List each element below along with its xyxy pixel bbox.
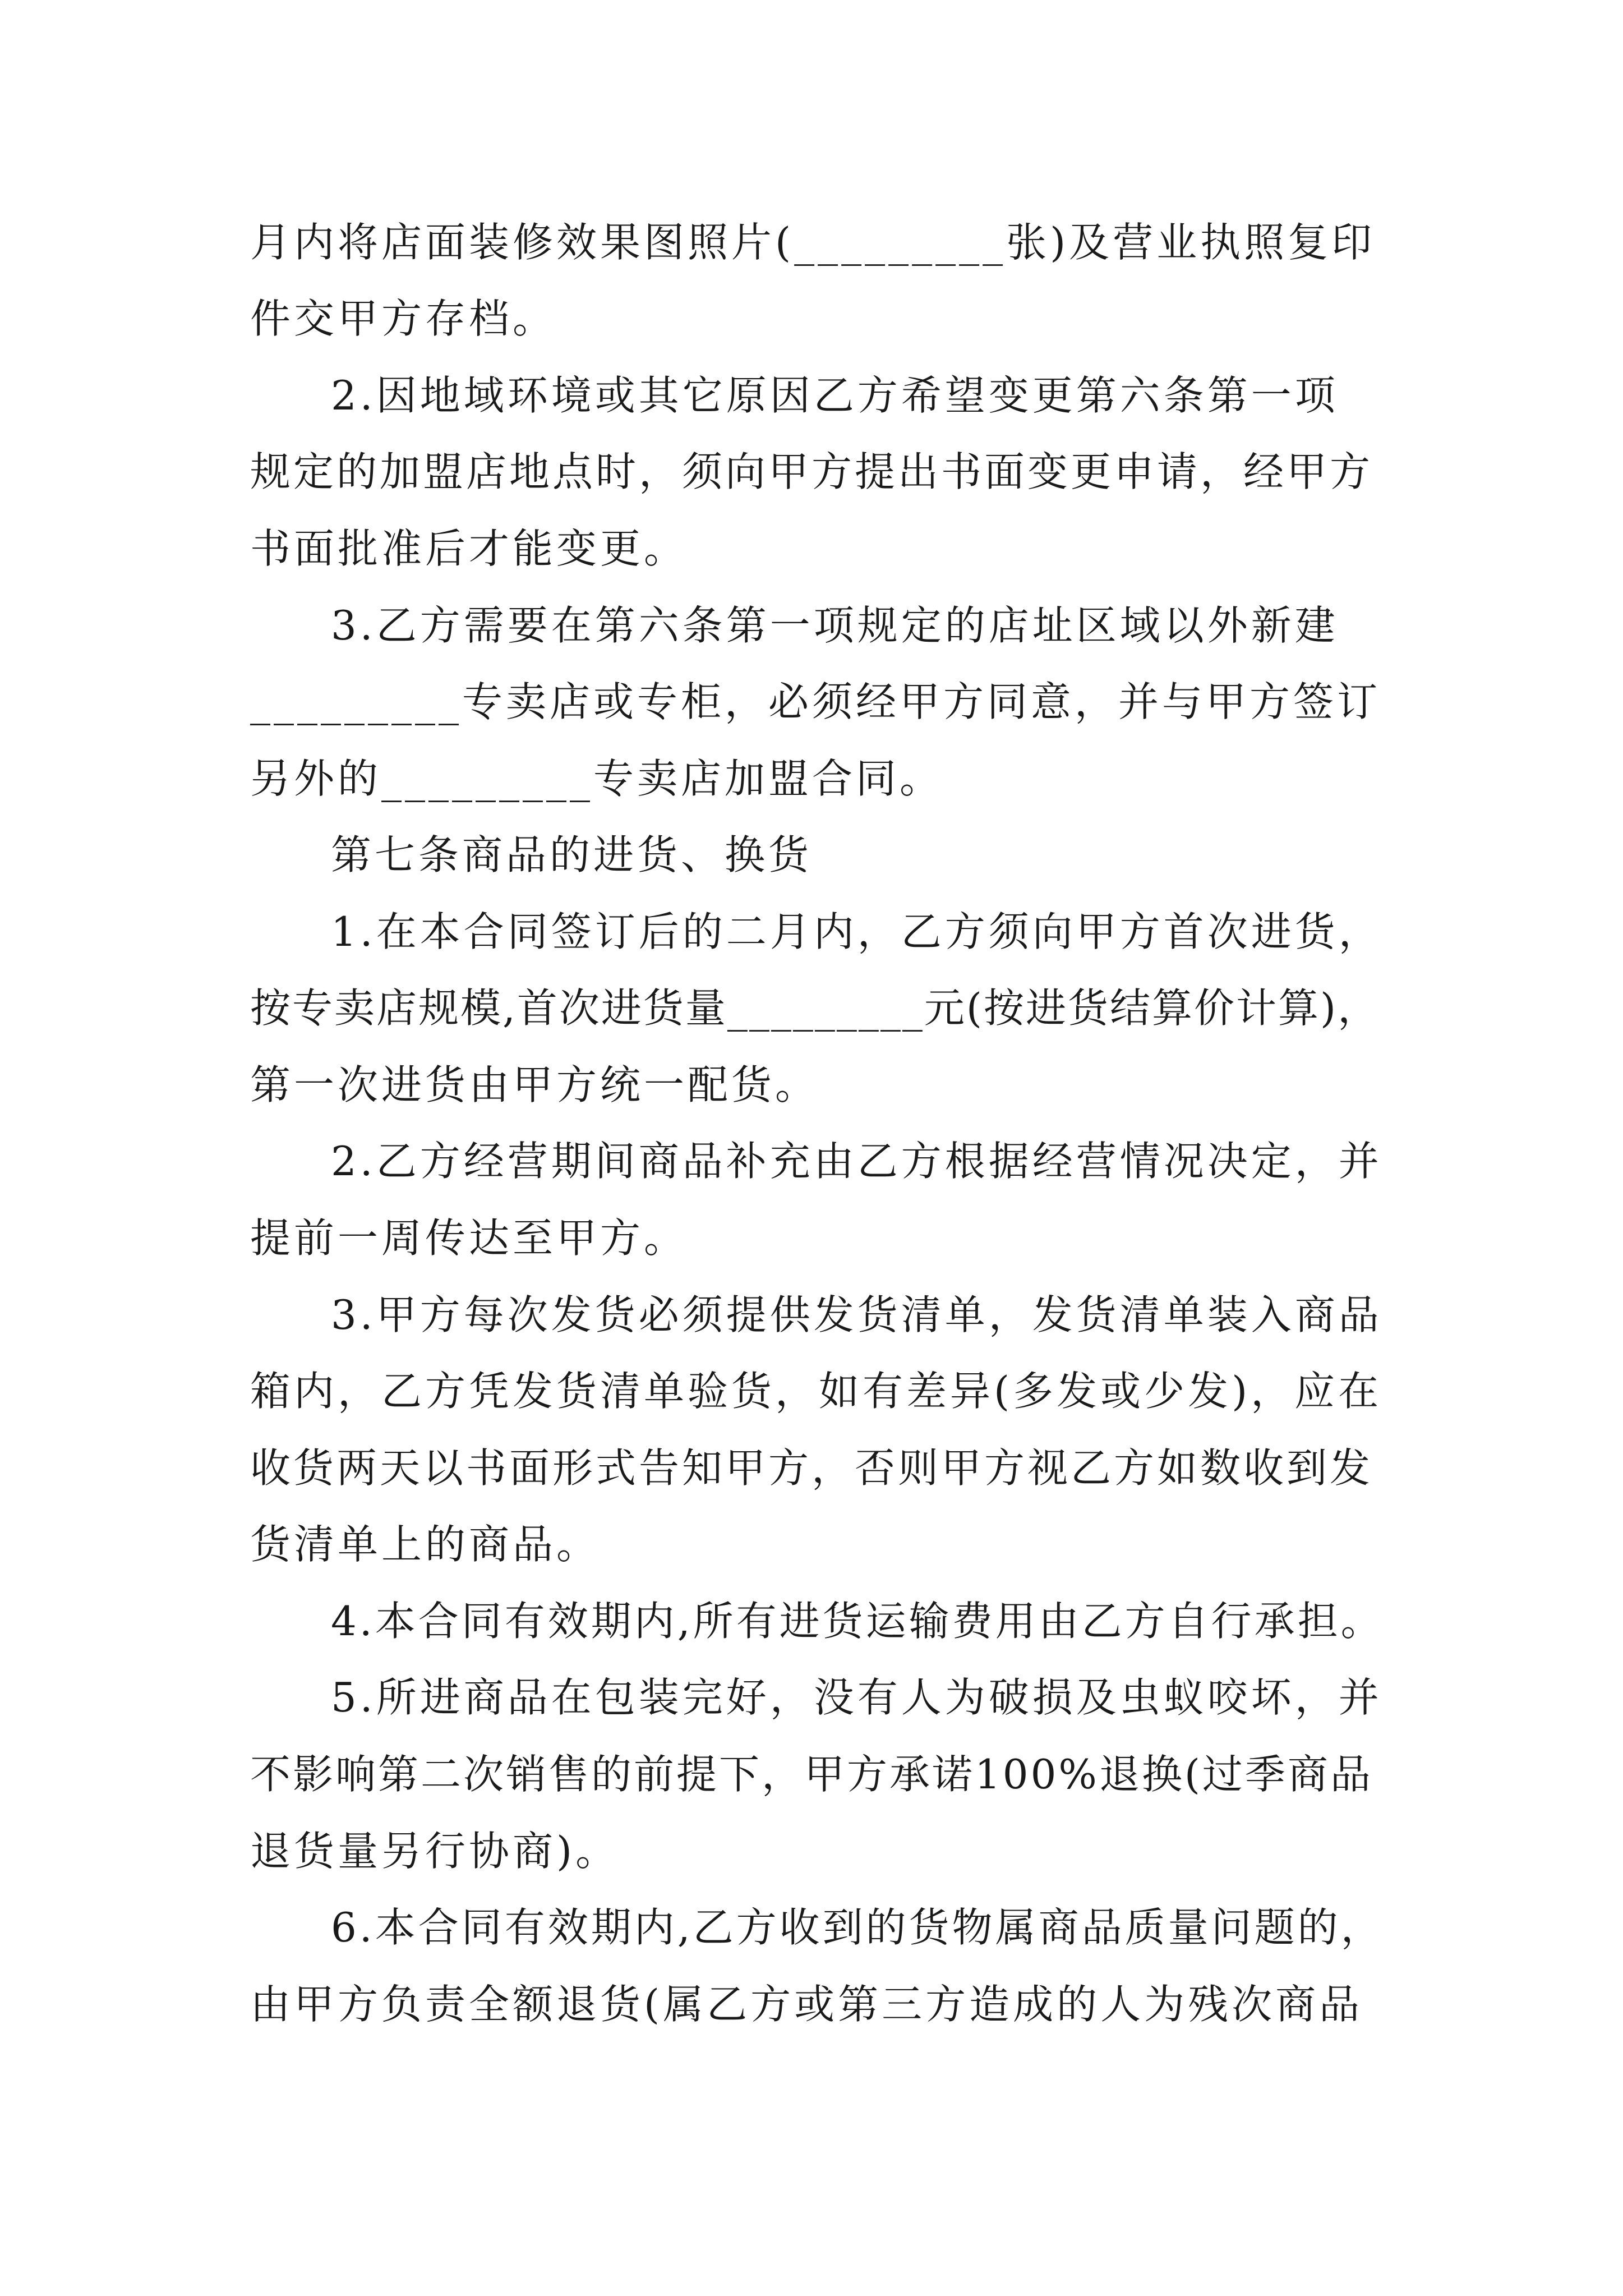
text-line: 件交甲方存档。 (250, 295, 557, 342)
text-line: 按专卖店规模,首次进货量_________元(按进货结算价计算)， (250, 984, 1380, 1032)
text-line: 规定的加盟店地点时，须向甲方提出书面变更申请，经甲方 (250, 448, 1373, 495)
paragraph-start-line: 4.本合同有效期内,所有进货运输费用由乙方自行承担。 (331, 1598, 1384, 1645)
paragraph-start-line: 3.甲方每次发货必须提供发货清单，发货清单装入商品 (331, 1291, 1382, 1338)
text-line: 提前一周传达至甲方。 (250, 1214, 688, 1262)
text-line: 箱内，乙方凭发货清单验货，如有差异(多发或少发)，应在 (250, 1368, 1382, 1415)
paragraph-start-line: 6.本合同有效期内,乙方收到的货物属商品质量问题的， (331, 1904, 1384, 1951)
text-line: 书面批准后才能变更。 (250, 525, 688, 572)
section-heading: 第七条商品的进货、换货 (331, 831, 813, 878)
paragraph-start-line: 1.在本合同签订后的二月内，乙方须向甲方首次进货， (331, 908, 1382, 955)
paragraph-start-line: 5.所进商品在包装完好，没有人为破损及虫蚁咬坏，并 (331, 1674, 1382, 1721)
paragraph-start-line: 3.乙方需要在第六条第一项规定的店址区域以外新建 (331, 602, 1339, 649)
text-line: 月内将店面装修效果图照片(_________张)及营业执照复印 (250, 219, 1376, 266)
text-line: 不影响第二次销售的前提下，甲方承诺100%退换(过季商品 (250, 1751, 1373, 1798)
text-line: 收货两天以书面形式告知甲方，否则甲方视乙方如数收到发 (250, 1444, 1373, 1492)
text-line: 另外的_________专卖店加盟合同。 (250, 755, 944, 802)
text-line: _________专卖店或专柜，必须经甲方同意，并与甲方签订 (250, 678, 1381, 725)
text-line: 第一次进货由甲方统一配货。 (250, 1061, 819, 1108)
paragraph-start-line: 2.乙方经营期间商品补充由乙方根据经营情况决定，并 (331, 1138, 1382, 1185)
text-line: 由甲方负责全额退货(属乙方或第三方造成的人为残次商品 (250, 1981, 1363, 2028)
text-line: 退货量另行协商)。 (250, 1828, 620, 1875)
text-line: 货清单上的商品。 (250, 1521, 601, 1568)
paragraph-start-line: 2.因地域环境或其它原因乙方希望变更第六条第一项 (331, 372, 1339, 419)
